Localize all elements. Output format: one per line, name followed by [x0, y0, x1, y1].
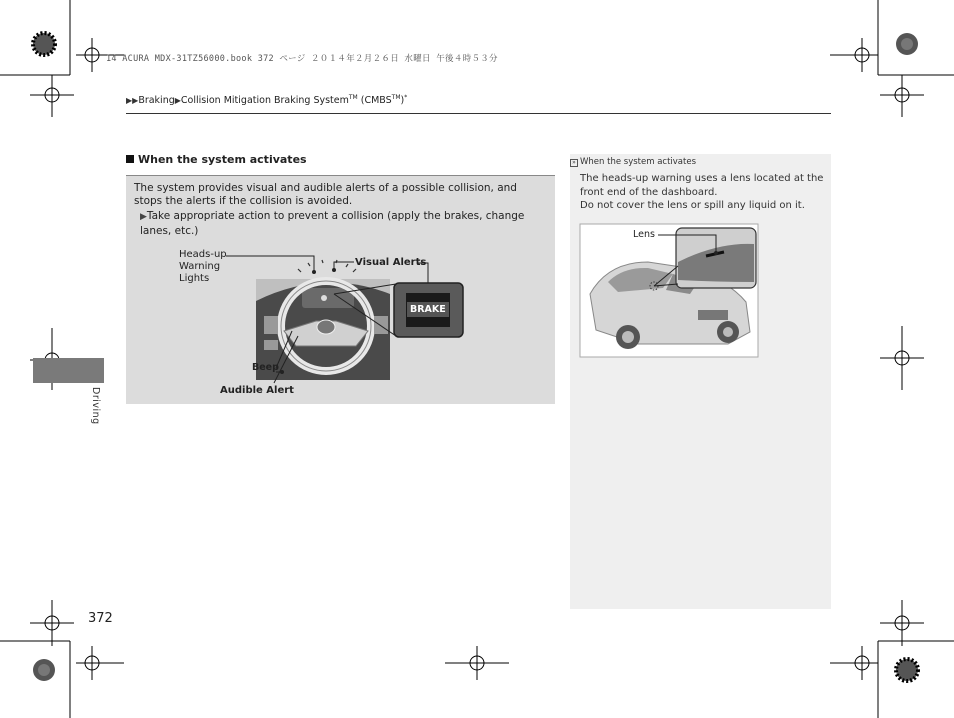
page-number: 372: [88, 611, 113, 626]
color-wheel-icon: [33, 33, 55, 55]
visual-alerts-label: Visual Alerts: [355, 257, 427, 268]
triangle-right-icon: ▶: [140, 212, 147, 222]
triangle-right-icon: ▶▶: [126, 96, 139, 106]
trademark-mark: TM: [348, 94, 358, 101]
chapter-label: Driving: [90, 387, 101, 425]
instruction-body: Take appropriate action to prevent a collision (apply the brakes, change lanes, etc.): [140, 210, 525, 237]
heads-up-warning-lights-label: Heads-up Warning Lights: [179, 249, 227, 284]
crosshair-icon: [880, 326, 924, 390]
crosshair-icon: [830, 38, 878, 72]
breadcrumb-item-braking: Braking: [138, 95, 175, 107]
sidebar-heading: [570, 157, 696, 167]
section-heading: [126, 153, 307, 166]
dashboard-illustration: [126, 176, 555, 405]
section-body-text: The system provides visual and audible alerts of a possible collision, and stops the alerts if the collision is avoided.: [134, 182, 517, 207]
color-wheel-icon: [33, 659, 55, 681]
crosshair-icon: [445, 646, 509, 680]
print-header: 14 ACURA MDX-31TZ56000.book 372 ページ ２０１４年２月２６日 水曜日 午後４時５３分: [106, 54, 498, 64]
audible-alert-label: Audible Alert: [220, 385, 294, 396]
breadcrumb-abbr-close: ): [400, 95, 405, 107]
crosshair-icon: [30, 600, 74, 646]
main-content-box: [126, 175, 555, 404]
square-bullet-icon: [126, 155, 134, 163]
chapter-tab: [33, 358, 104, 383]
triangle-right-icon: ▶: [174, 96, 181, 106]
crosshair-icon: [880, 600, 924, 646]
trademark-mark: TM: [391, 94, 401, 101]
sidebar-heading-text: When the system activates: [580, 157, 696, 167]
crosshair-icon: [830, 646, 878, 680]
note-icon: »: [570, 159, 578, 167]
asterisk-mark: *: [404, 94, 408, 101]
crosshair-icon: [880, 75, 924, 117]
crosshair-icon: [76, 646, 124, 680]
breadcrumb-item-cmbs: Collision Mitigation Braking System: [180, 95, 349, 107]
header-rule: [126, 113, 831, 114]
breadcrumb: [126, 94, 407, 106]
sidebar-text: The heads-up warning uses a lens located at the front end of the dashboard. Do not cover the lens or spill any liquid on it.: [580, 173, 824, 211]
crosshair-icon: [30, 75, 74, 117]
color-wheel-icon: [896, 659, 918, 681]
lens-label: Lens: [633, 229, 655, 240]
section-heading-text: When the system activates: [138, 153, 307, 166]
beep-label: Beep: [252, 362, 279, 373]
color-wheel-icon: [896, 33, 918, 55]
breadcrumb-abbr-open: (CMBS: [357, 95, 392, 107]
car-lens-illustration: [578, 222, 768, 362]
brake-label: BRAKE: [410, 304, 446, 315]
sidebar-note: [570, 154, 831, 609]
